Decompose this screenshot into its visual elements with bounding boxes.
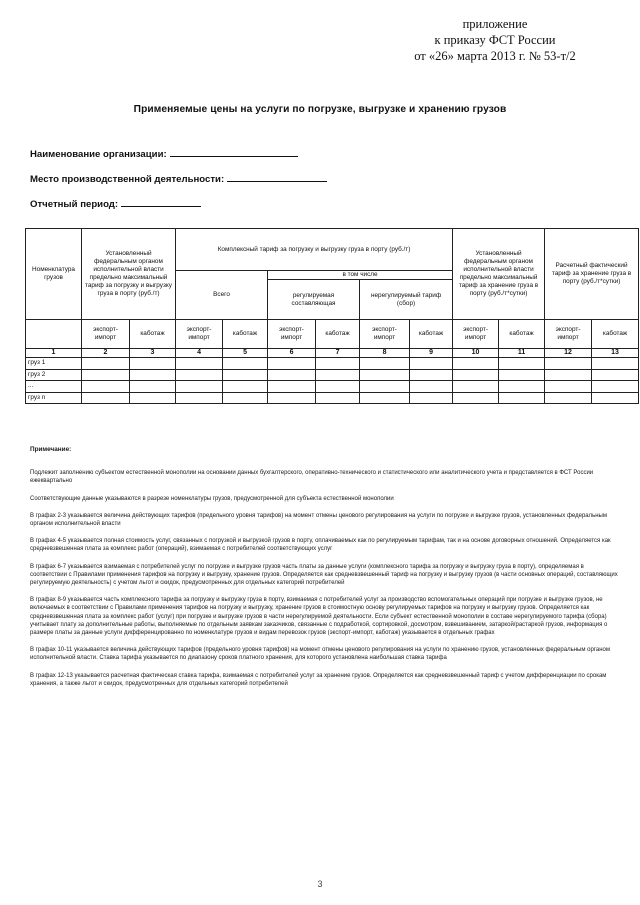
notes-title: Примечание: [30,446,72,453]
column-numbers-row [26,349,639,358]
row-label: ... [26,381,82,393]
col-number: 4 [176,349,223,358]
note-paragraph: В графах 4-5 указывается полная стоимость услуг, связанных с погрузкой и выгрузкой грузов в порту, оплачиваемых как по регулируемым тарифам, так и на основе договорных отношений. Определяется как средневзвешенная плата за комплекс работ (операций), взимаемая с потребителей соответствующих услуг [30,538,611,553]
header-including: в том числе [268,271,453,280]
col-number: 6 [268,349,316,358]
col-number: 11 [499,349,545,358]
note-paragraph: Подлежит заполнению субъектом естественной монополии на основании данных бухгалтерского, оперативно-технического и статистического или аналитического учета и представляется в ФСТ России ежеквартально [30,470,594,485]
header-cabotage-5: каботаж [223,320,268,349]
header-export-10: экспорт-импорт [453,320,499,349]
org-name-field [30,147,298,160]
header-total: Всего [176,271,268,320]
table-row [26,381,639,393]
row-label: груз n [26,392,82,404]
header-regulated: регулируемая составляющая [268,280,360,320]
col-number: 8 [360,349,410,358]
table-row [26,392,639,404]
header-export-4: экспорт-импорт [176,320,223,349]
col-number: 12 [545,349,592,358]
header-export-2: экспорт-импорт [82,320,130,349]
header-cabotage-9: каботаж [410,320,453,349]
period-label: Отчетный период: [30,199,119,210]
col-number: 1 [26,349,82,358]
table-row [26,358,639,370]
note-paragraph: В графах 2-3 указывается величина действующих тарифов (предельного уровня тарифов) на момент отмены ценового регулирования на услуги по погрузке и выгрузке грузов, установленных федеральным органом исполнительной власти [30,512,607,528]
header-unregulated: нерегулируемый тариф (сбор) [360,280,453,320]
col-number: 7 [316,349,360,358]
col-number: 9 [410,349,453,358]
order-label: к приказу ФСТ России [434,33,556,47]
header-storage-fed: Установленный федеральным органом исполнительной власти предельно максимальный тариф за хранение груза в порту (руб./т*сутки) [453,229,545,320]
place-field [30,172,327,185]
order-reference [380,16,610,64]
header-cabotage-7: каботаж [316,320,360,349]
period-blank [121,197,201,207]
header-export-8: экспорт-импорт [360,320,410,349]
order-date: от «26» марта 2013 г. № 53-т/2 [414,49,576,63]
tariff-table [25,228,639,404]
org-name-blank [170,147,298,157]
page-title: Применяемые цены на услуги по погрузке, выгрузке и хранению грузов [133,104,507,115]
header-fed-tariff: Установленный федеральным органом исполнительной власти предельно максимальный тариф за погрузку и выгрузку груза в порту (руб./т) [82,229,176,320]
header-blank [26,320,82,349]
header-cabotage-3: каботаж [130,320,176,349]
notes-section [30,446,620,697]
note-paragraph: В графах 8-9 указывается часть комплексного тарифа за погрузку и выгрузку груза в порту, взимаемая с потребителей услуг за производство вспомогательных операций при погрузке и выгрузке грузов, не включаемых в соответствии с Правилами применения тарифов на погрузку и выгрузку, хранение грузов в стоимостную основу регулируемых тарифов на погрузку и выгрузку грузов. Определяется как средневзвешенная плата за комплекс работ (услуг) при погрузке и выгрузке грузов в части нерегулируемой деятельности. Если субъект естественной монополии в составе нерегулируемого тарифа (сбора) учитывает плату за дополнительные работы, выполняемые по отдельным заявкам заказчиков, связанные с подработкой, сортировкой, досмотром, взвешиванием, затаркой/растаркой грузов, информация о размере платы за данные услуги дифференцированно по номенклатуре грузов и видам перевозок грузов (экспорт-импорт, каботаж) указывается в отдельных графах [30,597,608,637]
col-number: 10 [453,349,499,358]
row-label: груз 2 [26,369,82,381]
note-paragraph: В графах 12-13 указывается расчетная фактическая ставка тарифа, взимаемая с потребителей услуг за хранение грузов. Определяется как средневзвешенный тариф с учетом дифференциации по срокам хранения, а также льгот и скидок, предусмотренных для отдельных категорий потребителей [30,672,607,687]
header-export-6: экспорт-импорт [268,320,316,349]
page-number: 3 [317,879,323,889]
header-cabotage-13: каботаж [592,320,639,349]
header-export-12: экспорт-импорт [545,320,592,349]
appendix-label: приложение [462,17,528,31]
col-number: 5 [223,349,268,358]
header-cabotage-11: каботаж [499,320,545,349]
header-nomenclature: Номенклатура грузов [26,229,82,320]
row-label: груз 1 [26,358,82,370]
place-label: Место производственной деятельности: [30,174,225,185]
header-storage-actual: Расчетный фактический тариф за хранение груза в порту (руб./т*сутки) [545,229,639,320]
col-number: 3 [130,349,176,358]
note-paragraph: В графах 6-7 указывается взимаемая с потребителей услуг по погрузке и выгрузке грузов часть платы за данные услуги (комплексного тарифа за погрузку и выгрузку груза в порту), определяемая в соответствии с Правилами применения тарифов на погрузку и выгрузку, хранение грузов. Определяется как средневзвешенный тариф на погрузку и выгрузку грузов (в части основных операций, составляющих регулируемую деятельность) с учетом льгот и скидок, предусмотренных для отдельных категорий потребителей [30,563,618,587]
org-name-label: Наименование организации: [30,149,167,160]
table-row [26,369,639,381]
place-blank [227,172,327,182]
col-number: 13 [592,349,639,358]
note-paragraph: Соответствующие данные указываются в разрезе номенклатуры грузов, предусмотренной для субъекта естественной монополии [30,495,394,502]
col-number: 2 [82,349,130,358]
period-field [30,197,201,210]
header-complex-tariff: Комплексный тариф за погрузку и выгрузку груза в порту (руб./т) [176,229,453,271]
note-paragraph: В графах 10-11 указывается величина действующих тарифов (предельного уровня тарифов) на момент отмены ценового регулирования на услуги по хранению грузов, установленных федеральным органом исполнительной власти. Ставка тарифа указывается по диапазону сроков платного хранения, для которого установлена наибольшая ставка тарифа [30,647,610,662]
